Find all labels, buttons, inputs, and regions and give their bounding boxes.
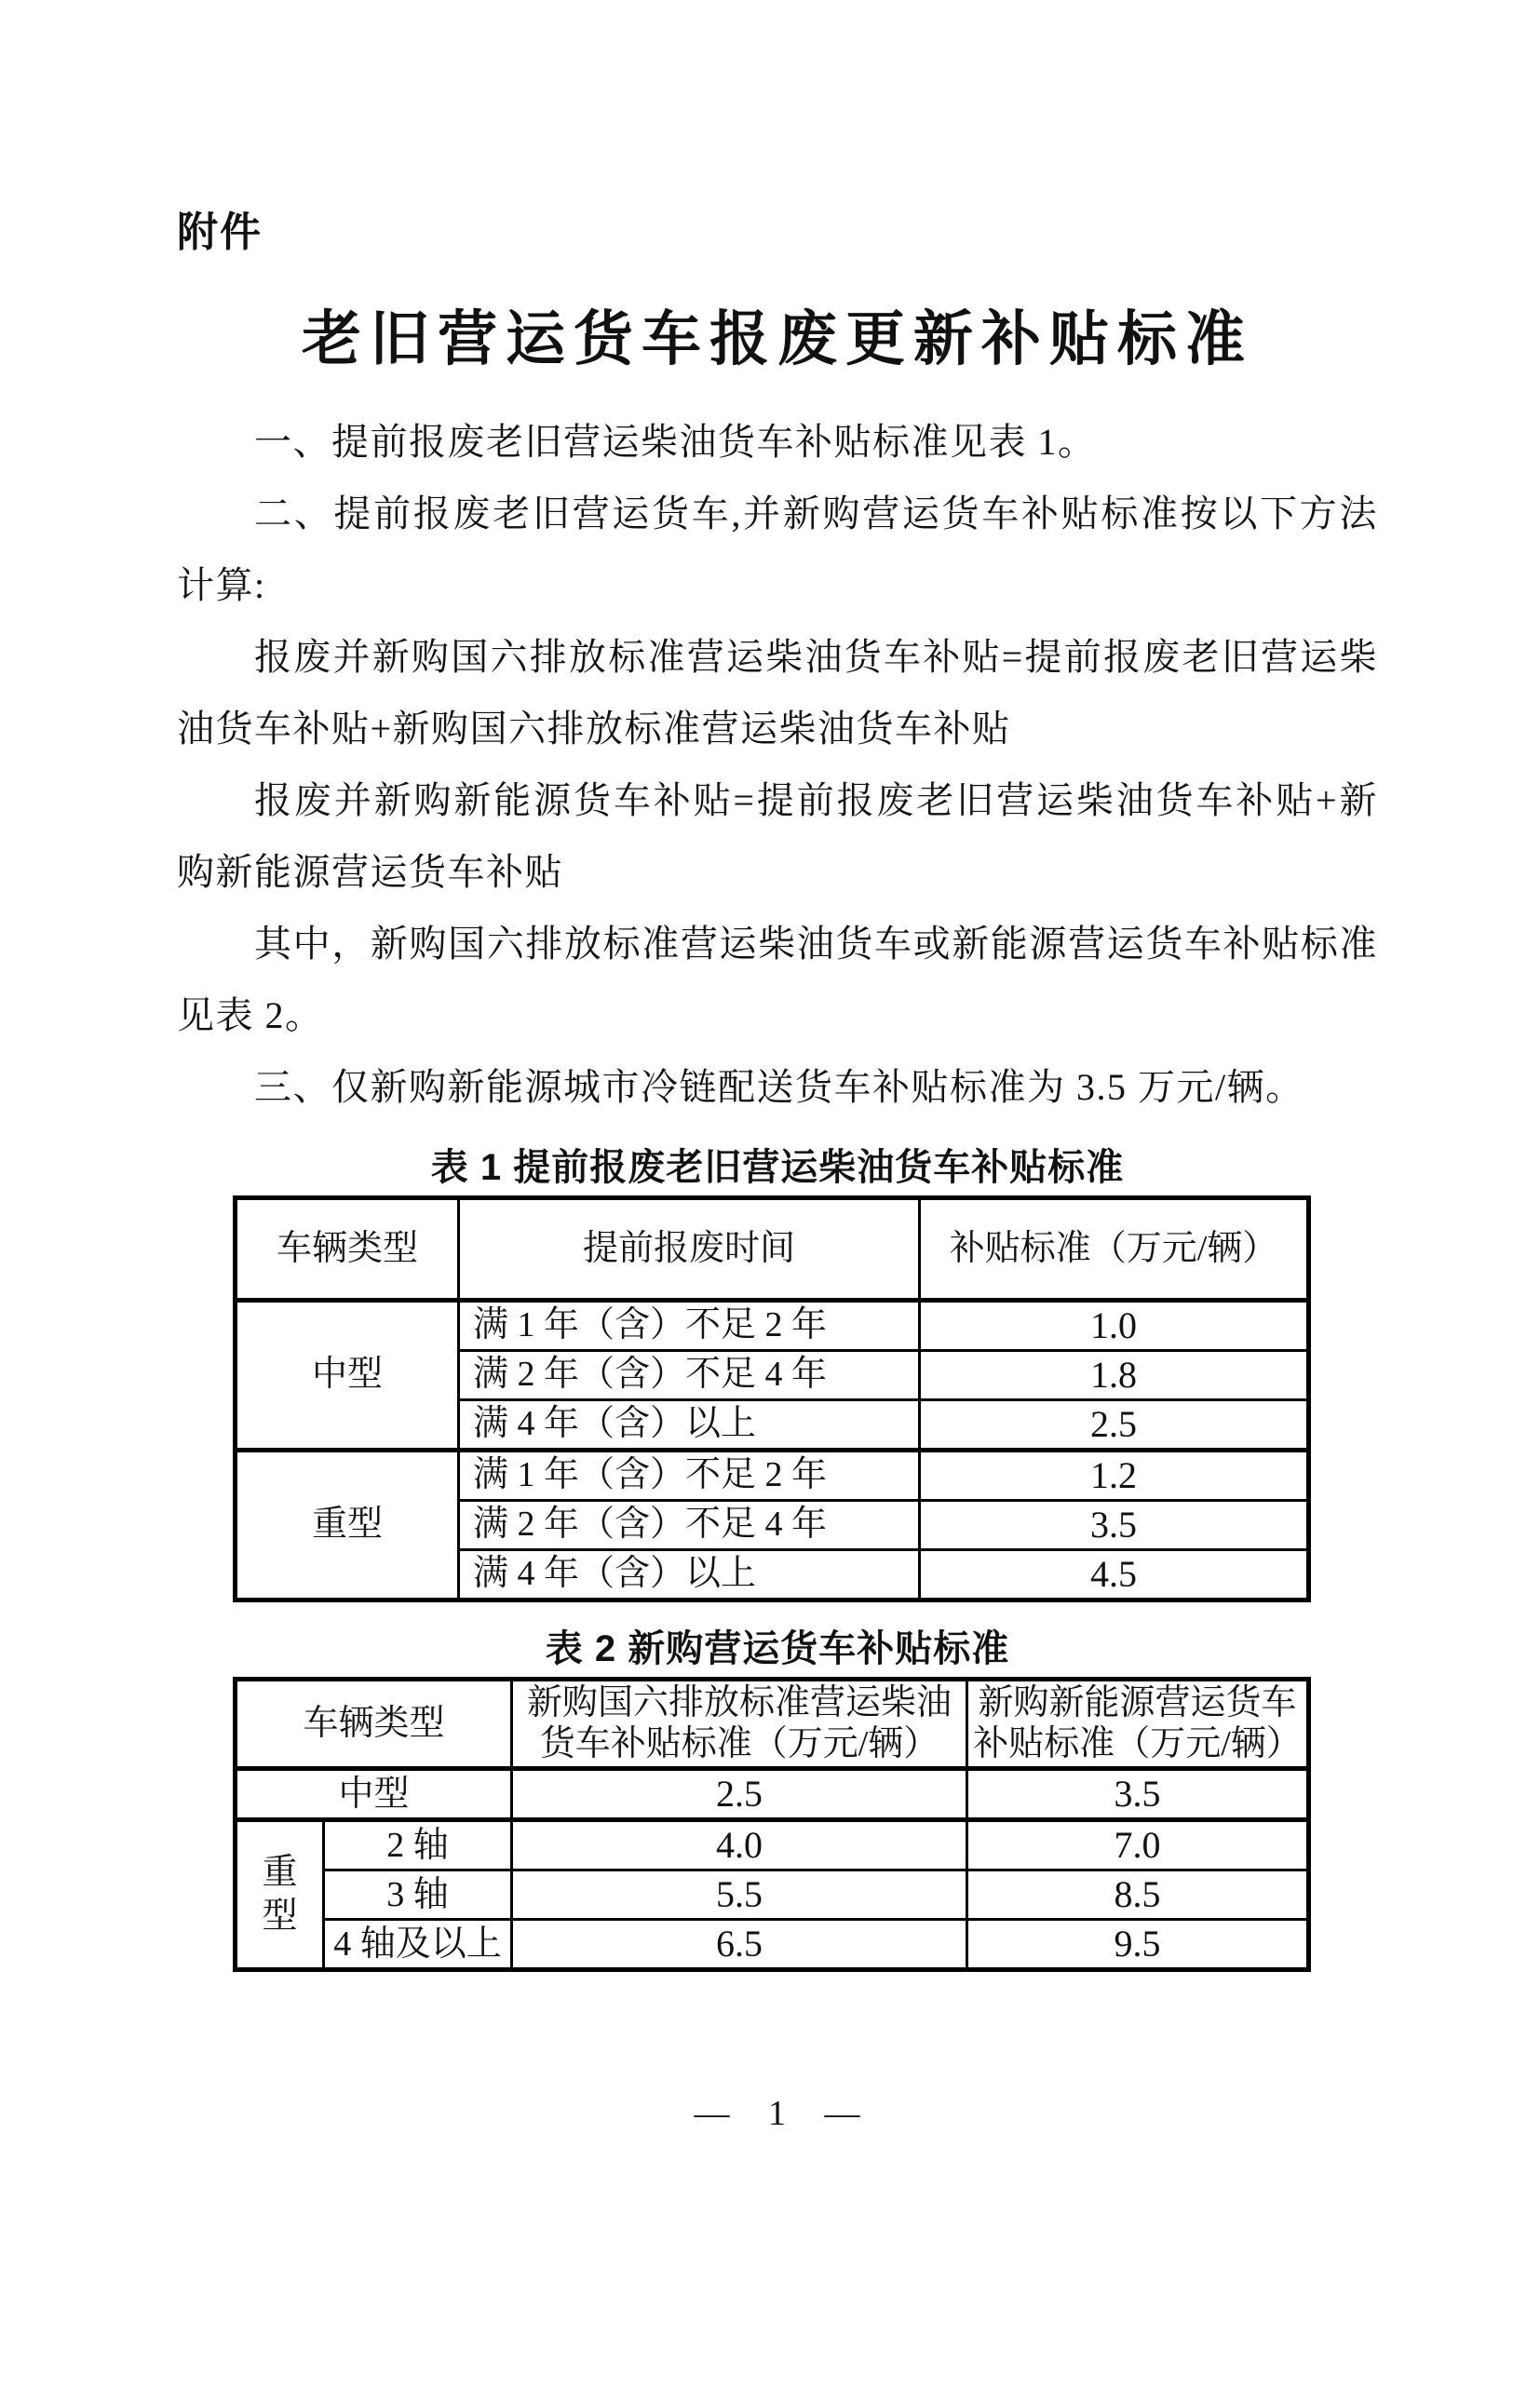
page-number: — 1 —	[694, 2094, 861, 2134]
table2-header-vehicle-type: 车辆类型	[236, 1680, 512, 1769]
table1-header-vehicle-type: 车辆类型	[236, 1198, 459, 1301]
paragraph-2: 二、提前报废老旧营运货车,并新购营运货车补贴标准按以下方法计算:	[177, 493, 1378, 606]
cell-subsidy-value: 1.0	[920, 1301, 1309, 1351]
table1-scrap-subsidy	[233, 1195, 1311, 1602]
paragraph-3-formula-diesel: 报废并新购国六排放标准营运柴油货车补贴=提前报废老旧营运柴油货车补贴+新购国六排放标准营运柴油货车补贴	[177, 636, 1378, 749]
table1-header-row	[236, 1198, 1309, 1301]
cell-time: 满 1 年（含）不足 2 年	[459, 1301, 920, 1351]
cell-vehicle-heavy: 重型	[236, 1451, 459, 1600]
cell-axles: 3 轴	[324, 1870, 512, 1920]
cell-subsidy-value: 2.5	[920, 1400, 1309, 1451]
cell-subsidy-value: 1.2	[920, 1451, 1309, 1501]
cell-time: 满 4 年（含）以上	[459, 1400, 920, 1451]
cell-new-energy-value: 3.5	[967, 1769, 1309, 1820]
cell-subsidy-value: 1.8	[920, 1351, 1309, 1400]
cell-subsidy-value: 3.5	[920, 1501, 1309, 1550]
table1-caption: 表 1 提前报废老旧营运柴油货车补贴标准	[430, 1147, 1125, 1188]
table2-row-heavy-3axle	[236, 1870, 1309, 1920]
paragraph-6: 三、仅新购新能源城市冷链配送货车补贴标准为 3.5 万元/辆。	[254, 1066, 1304, 1108]
cell-new-energy-value: 7.0	[967, 1820, 1309, 1870]
document-title: 老旧营运货车报废更新补贴标准	[302, 305, 1253, 372]
paragraph-1: 一、提前报废老旧营运柴油货车补贴标准见表 1。	[254, 421, 1097, 463]
cell-time: 满 2 年（含）不足 4 年	[459, 1351, 920, 1400]
document-page	[0, 209, 1540, 2390]
cell-time: 满 2 年（含）不足 4 年	[459, 1501, 920, 1550]
attachment-label: 附件	[177, 209, 263, 255]
cell-new-energy-value: 9.5	[967, 1920, 1309, 1970]
cell-vehicle-medium: 中型	[236, 1769, 512, 1820]
cell-diesel-value: 6.5	[512, 1920, 967, 1970]
paragraph-4-formula-new-energy: 报废并新购新能源货车补贴=提前报废老旧营运柴油货车补贴+新购新能源营运货车补贴	[177, 779, 1378, 893]
cell-new-energy-value: 8.5	[967, 1870, 1309, 1920]
cell-axles: 2 轴	[324, 1820, 512, 1870]
cell-diesel-value: 5.5	[512, 1870, 967, 1920]
cell-time: 满 4 年（含）以上	[459, 1550, 920, 1600]
cell-vehicle-heavy	[236, 1820, 324, 1970]
table2-caption: 表 2 新购营运货车补贴标准	[545, 1628, 1010, 1669]
cell-time: 满 1 年（含）不足 2 年	[459, 1451, 920, 1501]
cell-axles: 4 轴及以上	[324, 1920, 512, 1970]
table2-header-new-energy-subsidy: 新购新能源营运货车补贴标准（万元/辆）	[967, 1680, 1309, 1769]
table1-header-subsidy: 补贴标准（万元/辆）	[920, 1198, 1309, 1301]
table1-row-heavy-1	[236, 1451, 1309, 1501]
vertical-label-heavy: 重型	[262, 1852, 298, 1937]
cell-subsidy-value: 4.5	[920, 1550, 1309, 1600]
table2-row-heavy-2axle	[236, 1820, 1309, 1870]
cell-diesel-value: 2.5	[512, 1769, 967, 1820]
cell-diesel-value: 4.0	[512, 1820, 967, 1870]
table1-row-medium-1	[236, 1301, 1309, 1351]
table2-header-row	[236, 1680, 1309, 1769]
table2-purchase-subsidy	[233, 1677, 1311, 1972]
paragraph-5: 其中，新购国六排放标准营运柴油货车或新能源营运货车补贴标准见表 2。	[177, 923, 1378, 1036]
table1-header-scrap-time: 提前报废时间	[459, 1198, 920, 1301]
table2-row-heavy-4axle	[236, 1920, 1309, 1970]
table2-row-medium	[236, 1769, 1309, 1820]
cell-vehicle-medium: 中型	[236, 1301, 459, 1451]
table2-header-diesel-subsidy: 新购国六排放标准营运柴油货车补贴标准（万元/辆）	[512, 1680, 967, 1769]
document-body	[177, 406, 1378, 1123]
